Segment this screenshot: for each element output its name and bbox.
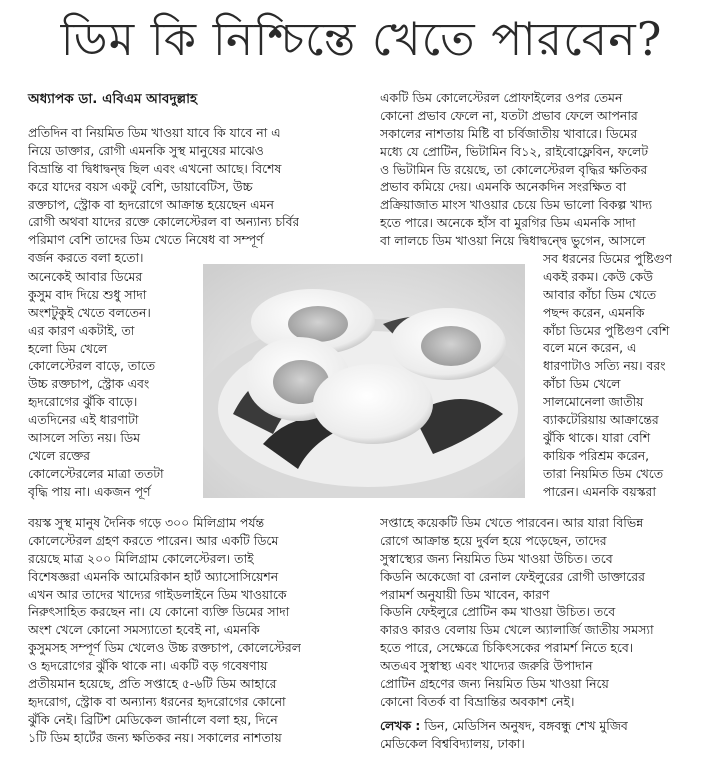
text-line: ঝুঁকি থাকে। যারা বেশি (543, 429, 651, 445)
text-line: বা লালচে ডিম খাওয়া নিয়ে দ্বিধাদ্বন্দ্বে ভুগেন, আসলে (380, 233, 646, 249)
text-line: কাঁচা ডিম খেলে (543, 376, 621, 392)
text-line: কোলেস্টেরল বাড়ে, তাতে (28, 358, 156, 374)
text-line: কিডনি ফেইলুরে প্রোটিন কম খাওয়া উচিত। তবে (380, 604, 616, 620)
text-line: বৃদ্ধি পায় না। একজন পূর্ণ (28, 483, 151, 499)
text-line: কোলেস্টেরল গ্রহণ করতে পারেন। আর একটি ডিমে (28, 532, 279, 548)
text-line: কিডনি অকেজো বা রেনাল ফেইলুরের রোগী ডাক্তারের (380, 568, 645, 584)
text-line: কায়িক পরিশ্রম করেন, (543, 447, 650, 463)
text-line: ১টি ডিম হার্টের জন্য ক্ষতিকর নয়। সকালের নাশতায় (28, 729, 282, 745)
text-line: বিশেষজ্ঞরা এমনকি আমেরিকান হার্ট অ্যাসোসিয়েশন (28, 568, 279, 584)
text-line: সালমোনেলা জাতীয় (543, 394, 644, 410)
text-line: হৃদরোগ, স্ট্রোক বা অন্যান্য ধরনের হৃদরোগের কোনো (28, 693, 286, 709)
right-column-bottom-text (380, 514, 654, 711)
text-line: পছন্দ করেন, এমনকি (543, 304, 645, 320)
text-line: সব ধরনের ডিমের পুষ্টিগুণ (543, 251, 673, 266)
text-line: মধ্যে যে প্রোটিন, ভিটামিন বি১২, রাইবোফ্লেবিন, ফলেট (380, 143, 648, 159)
text-line: কাঁচা ডিমের পুষ্টিগুণ বেশি (543, 322, 670, 338)
text-line: নিরুৎসাহিত করছেন না। যে কোনো ব্যক্তি ডিমের সাদা (28, 604, 290, 620)
text-line: অংশটুকুই খেতে বলতেন। (28, 304, 151, 320)
text-line: অনেকেই আবার ডিমের (28, 269, 143, 284)
text-line: নিয়ে ডাক্তার, রোগী এমনকি সুস্থ মানুষের মাঝেও (28, 142, 264, 158)
text-line: ধারণাটাও সত্যি নয়। বরং (543, 358, 666, 374)
author-label: লেখক : (380, 718, 421, 733)
text-line: একটি ডিম কোলেস্টেরল প্রোফাইলের ওপর তেমন (380, 90, 623, 105)
headline: ডিম কি নিশ্চিন্তে খেতে পারবেন? (60, 12, 663, 66)
text-line: ও ভিটামিন ডি রয়েছে, তা কোলেস্টেরল বৃদ্ধির ক্ষতিকর (380, 161, 648, 177)
text-line: অংশ খেলে কোনো সমস্যাতো হবেই না, এমনকি (28, 622, 260, 638)
text-line: করে যাদের বয়স একটু বেশি, ডায়াবেটিস, উচ্চ (28, 178, 253, 194)
text-line: বিভ্রান্তি বা দ্বিধাদ্বন্দ্ব ছিল এবং এখনো আছে। বিশেষ (28, 160, 282, 176)
text-line: রোগী অথবা যাদের রক্তে কোলেস্টেরল বা অন্যান্য চর্বির (28, 214, 300, 230)
text-line: খেলে রক্তের (28, 447, 90, 463)
text-line: প্রোটিন গ্রহণের জন্য নিয়মিত ডিম খাওয়া নিয়ে (380, 676, 609, 692)
text-line: হলো ডিম খেলে (28, 340, 108, 356)
text-line: আবার কাঁচা ডিম খেতে (543, 286, 657, 302)
left-column-top-text (28, 124, 299, 267)
text-line: সুস্বাস্থ্যের জন্য নিয়মিত ডিম খাওয়া উচিত। তবে (380, 550, 613, 566)
text-line: একই রকম। কেউ কেউ (543, 268, 653, 284)
text-line: পারেন। এমনকি বয়স্করা (543, 483, 656, 499)
text-line: কুসুমসহ সম্পূর্ণ ডিম খেলেও উচ্চ রক্তচাপ, কোলেস্টেরল (28, 640, 301, 656)
text-line: কুসুম বাদ দিয়ে শুধু সাদা (28, 286, 147, 302)
text-line: হতে পারে। অনেকে হাঁস বা মুরগির ডিম এমনকি সাদা (380, 215, 636, 231)
text-line: এতদিনের এই ধারণাটা (28, 412, 139, 428)
text-line: রক্তচাপ, স্ট্রোক বা হৃদরোগে আক্রান্ত হয়েছেন এমন (28, 196, 274, 212)
text-line: কোনো বিতর্ক বা বিভ্রান্তির অবকাশ নেই। (380, 693, 575, 709)
text-line: কোনো প্রভাব ফেলে না, যতটা প্রভাব ফেলে আপনার (380, 107, 638, 123)
text-line: বলে মনে করেন, এ (543, 340, 637, 356)
text-line: পরিমাণ বেশি তাদের ডিম খেতে নিষেধ বা সম্পূর্ণ (28, 232, 264, 248)
author-credit (380, 717, 628, 753)
text-line: প্রতীয়মান হয়েছে, প্রতি সপ্তাহে ৫-৬টি ডিম আহারে (28, 676, 277, 692)
text-line: সপ্তাহে কয়েকটি ডিম খেতে পারবেন। আর যারা বিভিন্ন (380, 515, 644, 530)
text-line: প্রভাব কমিয়ে দেয়। এমনকি অনেকদিন সংরক্ষিত বা (380, 179, 627, 195)
text-line: তারা নিয়মিত ডিম খেতে (543, 465, 664, 481)
text-line: কারও কারও বেলায় ডিম খেলে অ্যালার্জি জাতীয় সমস্যা (380, 622, 654, 638)
byline: অধ্যাপক ডা. এবিএম আবদুল্লাহ (28, 91, 198, 107)
right-column-wrap-text (543, 250, 672, 500)
left-column-bottom-text (28, 514, 301, 747)
text-line: অতএব সুস্বাস্থ্য এবং খাদ্যের জরুরি উপাদান (380, 658, 593, 674)
text-line: বর্জন করতে বলা হতো। (28, 250, 144, 266)
author-affiliation: ডিন, মেডিসিন অনুষদ, বঙ্গবন্ধু শেখ মুজিব (420, 718, 628, 733)
text-line: ও হৃদরোগের ঝুঁকি থাকে না। একটি বড় গবেষণায় (28, 658, 268, 674)
right-column-top-text (380, 89, 652, 250)
text-line: এখন আর তাদের খাদ্যের গাইডলাইনে ডিম খাওয়াকে (28, 586, 287, 602)
boiled-eggs-photo (203, 264, 525, 498)
text-line: রোগে আক্রান্ত হয়ে দুর্বল হয়ে পড়েছেন, তাদের (380, 532, 607, 548)
text-line: হতে পারে, সেক্ষেত্রে চিকিৎসকের পরামর্শ নিতে হবে। (380, 640, 634, 656)
text-line: পরামর্শ অনুযায়ী ডিম খাবেন, কারণ (380, 586, 550, 602)
text-line: কোলেস্টেরলের মাত্রা ততটা (28, 465, 164, 481)
author-university: মেডিকেল বিশ্ববিদ্যালয়, ঢাকা। (380, 735, 525, 751)
text-line: ব্যাকটেরিয়ায় আক্রান্তের (543, 412, 659, 428)
text-line: সকালের নাশতায় মিষ্টি বা চর্বিজাতীয় খাবারে। ডিমের (380, 125, 638, 141)
text-line: বয়স্ক সুস্থ মানুষ দৈনিক গড়ে ৩০০ মিলিগ্রাম পর্যন্ত (28, 515, 265, 530)
text-line: উচ্চ রক্তচাপ, স্ট্রোক এবং (28, 376, 150, 392)
text-line: এর কারণ একটাই, তা (28, 322, 135, 338)
text-line: আসলে সত্যি নয়। ডিম (28, 430, 140, 446)
text-line: প্রতিদিন বা নিয়মিত ডিম খাওয়া যাবে কি যাবে না এ (28, 125, 281, 140)
left-column-wrap-text (28, 268, 164, 501)
text-line: প্রক্রিয়াজাত মাংস খাওয়ার চেয়ে ডিম ভালো বিকল্প খাদ্য (380, 197, 653, 213)
text-line: ঝুঁকি নেই। ব্রিটিশ মেডিকেল জার্নালে বলা হয়, দিনে (28, 711, 278, 727)
text-line: রয়েছে মাত্র ২০০ মিলিগ্রাম কোলেস্টেরল। তাই (28, 550, 254, 566)
text-line: হৃদরোগের ঝুঁকি বাড়ে। (28, 394, 138, 410)
